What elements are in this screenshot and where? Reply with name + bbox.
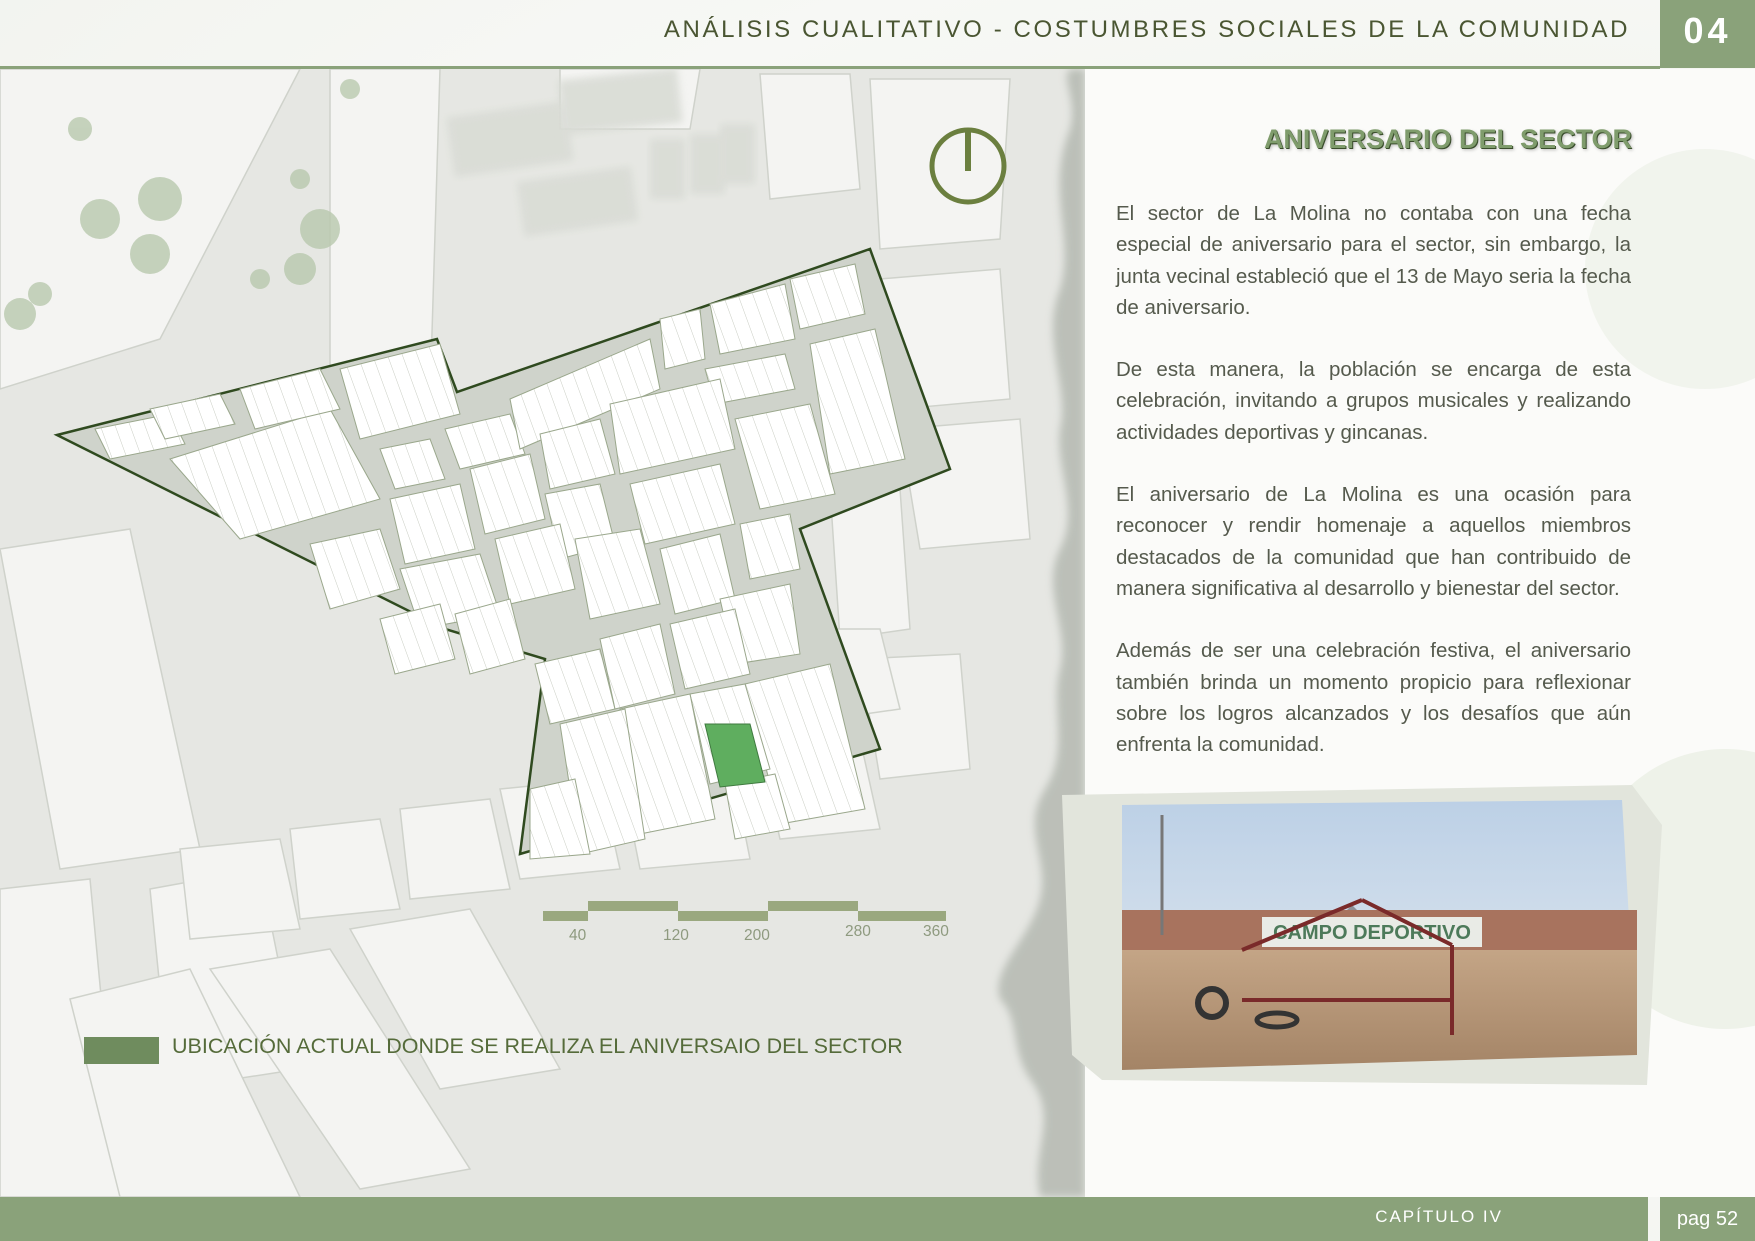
event-photo [1062,785,1662,1085]
scale-label-200: 200 [744,927,770,944]
legend-swatch [84,1037,159,1064]
legend-label: UBICACIÓN ACTUAL DONDE SE REALIZA EL ANIVERSAIO DEL SECTOR [172,1034,903,1058]
paragraph-1: El sector de La Molina no contaba con una fecha especial de aniversario para el sector, sin embargo, la junta vecinal estableció que el 13 de Mayo seria la fecha de aniversario. [1116,202,1631,319]
paragraph-3: El aniversario de La Molina es una ocasión para reconocer y rendir homenaje a aquellos miembros destacados de la comunidad que han contribuido de manera significativa al desarrollo y bienestar del sector. [1116,483,1631,600]
page-title: ANÁLISIS CUALITATIVO - COSTUMBRES SOCIALES DE LA COMUNIDAD [663,16,1630,43]
header [0,0,1755,68]
scale-label-120: 120 [663,927,689,944]
footer-bar [0,1197,1648,1241]
section-title: ANIVERSARIO DEL SECTOR [1263,124,1632,154]
chapter-number-badge: 04 [1660,0,1755,68]
footer [0,1197,1755,1241]
footer-chapter: CAPÍTULO IV [1375,1207,1503,1226]
section-body [1116,198,1631,791]
photo-sign-text: CAMPO DEPORTIVO [1273,922,1471,944]
scale-label-40: 40 [569,927,587,944]
paragraph-2: De esta manera, la población se encarga de esta celebración, invitando a grupos musicales y realizando actividades deportivas y gincanas. [1116,358,1631,444]
scale-label-280: 280 [845,923,871,940]
paragraph-4: Además de ser una celebración festiva, el aniversario también brinda un momento propicio para reflexionar sobre los logros alcanzados y los desafíos que aún enfrenta la comunidad. [1116,639,1631,757]
site-map [0,69,1085,1197]
scale-label-360: 360 [923,923,949,940]
page-number: pag 52 [1660,1197,1755,1241]
